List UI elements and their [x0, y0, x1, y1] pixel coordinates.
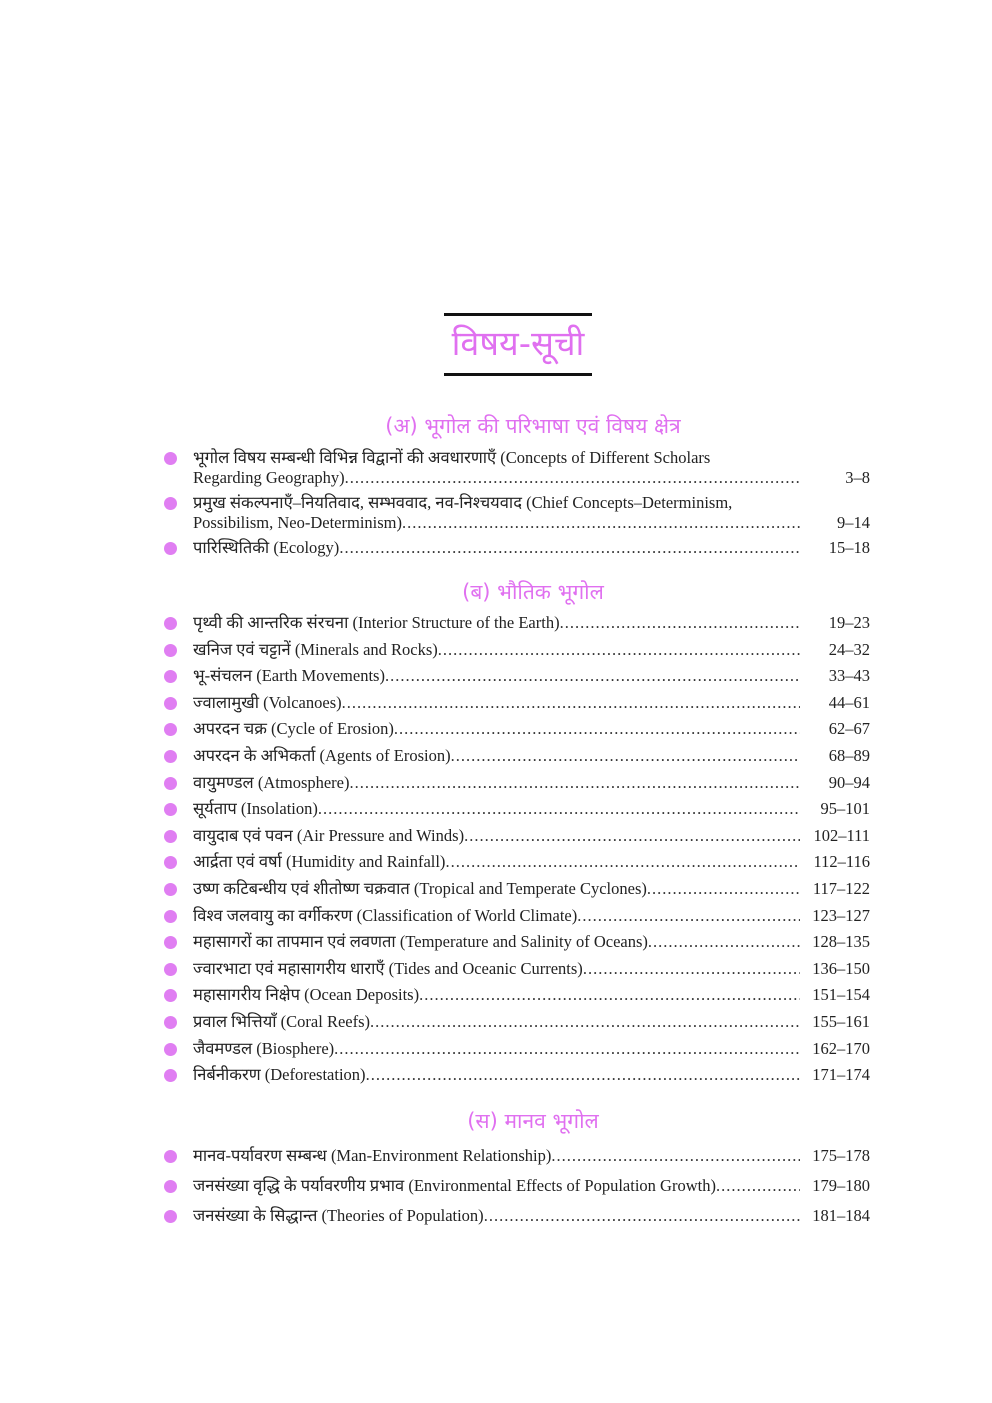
dot-leader — [716, 1171, 800, 1201]
dot-leader — [438, 637, 800, 664]
page-range: 24–32 — [828, 639, 870, 659]
toc-entry — [160, 663, 870, 690]
dot-leader — [402, 513, 800, 533]
bullet-icon — [164, 644, 177, 657]
toc-entry — [160, 956, 870, 983]
bullet-icon — [164, 750, 177, 763]
toc-entry — [160, 1009, 870, 1036]
entry-title: वायुदाब एवं पवन (Air Pressure and Winds) — [193, 825, 465, 845]
page-range: 112–116 — [813, 852, 870, 872]
dot-leader — [648, 929, 800, 956]
bullet-icon — [164, 1069, 177, 1082]
entry-title: जनसंख्या वृद्धि के पर्यावरणीय प्रभाव (Environmental Effects of Population Growth) — [193, 1176, 716, 1195]
entry-title: महासागरीय निक्षेप (Ocean Deposits) — [193, 985, 420, 1005]
dot-leader — [394, 716, 800, 743]
page-title: विषय-सूची — [451, 324, 585, 364]
dot-leader — [577, 903, 800, 930]
page-range: 155–161 — [812, 1011, 870, 1031]
entry-title: वायुमण्डल (Atmosphere) — [193, 772, 350, 792]
dot-leader — [419, 982, 800, 1009]
entry-title: सूर्यताप (Insolation) — [193, 799, 318, 819]
page-range: 33–43 — [828, 666, 870, 686]
page-range: 95–101 — [820, 799, 870, 819]
bullet-icon — [164, 963, 177, 976]
toc-entry — [160, 1062, 870, 1089]
entry-title: मानव-पर्यावरण सम्बन्ध (Man-Environment Relationship) — [193, 1146, 552, 1165]
page-range: 123–127 — [812, 905, 870, 925]
toc-entry — [160, 876, 870, 903]
entry-title: भूगोल विषय सम्बन्धी विभिन्न विद्वानों की अवधारणाएँ (Concepts of Different Scholars — [193, 448, 711, 467]
entry-title: प्रमुख संकल्पनाएँ–नियतिवाद, सम्भववाद, नव-निश्चयवाद (Chief Concepts–Determinism, — [193, 493, 733, 512]
page-range: 151–154 — [812, 985, 870, 1005]
page-range: 136–150 — [812, 958, 870, 978]
section-a — [160, 412, 870, 563]
toc-entry — [160, 903, 870, 930]
page-range: 181–184 — [812, 1206, 870, 1225]
dot-leader — [350, 770, 801, 797]
dot-leader — [560, 610, 800, 637]
toc-entry — [160, 1036, 870, 1063]
page-range: 19–23 — [828, 613, 870, 632]
bullet-icon — [164, 697, 177, 710]
page-range: 171–174 — [812, 1065, 870, 1085]
dot-leader — [385, 663, 800, 690]
bullet-icon — [164, 1180, 177, 1193]
section-title: (ब) भौतिक भूगोल — [462, 580, 604, 604]
bullet-icon — [164, 497, 177, 510]
bullet-icon — [164, 936, 177, 949]
entry-title: उष्ण कटिबन्धीय एवं शीतोष्ण चक्रवात (Tropical and Temperate Cyclones) — [193, 878, 647, 898]
toc-entry — [160, 796, 870, 823]
entry-title: पारिस्थितिकी (Ecology) — [193, 538, 340, 557]
toc-entry — [160, 716, 870, 743]
section-title: (अ) भूगोल की परिभाषा एवं विषय क्षेत्र — [385, 414, 681, 438]
entry-title: निर्बनीकरण (Deforestation) — [193, 1065, 366, 1085]
bullet-icon — [164, 830, 177, 843]
toc-entry — [160, 637, 870, 664]
dot-leader — [551, 1141, 800, 1171]
toc-entry — [160, 610, 870, 637]
page-range: 175–178 — [812, 1146, 870, 1165]
page-range: 90–94 — [828, 772, 870, 792]
bullet-icon — [164, 856, 177, 869]
toc-entry — [160, 770, 870, 797]
toc-entry — [160, 849, 870, 876]
bullet-icon — [164, 1210, 177, 1223]
entry-title: आर्द्रता एवं वर्षा (Humidity and Rainfall) — [193, 852, 446, 872]
page-range: 117–122 — [812, 878, 870, 898]
bullet-icon — [164, 777, 177, 790]
dot-leader — [342, 690, 800, 717]
dot-leader — [345, 468, 800, 488]
page-range: 9–14 — [837, 513, 870, 532]
entry-title: विश्व जलवायु का वर्गीकरण (Classification of World Climate) — [193, 905, 578, 925]
bullet-icon — [164, 803, 177, 816]
entry-title: जनसंख्या के सिद्धान्त (Theories of Population) — [193, 1206, 484, 1225]
toc-entry — [160, 1171, 870, 1201]
bullet-icon — [164, 1016, 177, 1029]
page-range: 62–67 — [828, 719, 870, 739]
toc-entry — [160, 1201, 870, 1231]
dot-leader — [445, 849, 800, 876]
toc-entry — [160, 929, 870, 956]
section-c — [160, 1107, 870, 1231]
section-title: (स) मानव भूगोल — [467, 1109, 599, 1133]
toc-entry — [160, 982, 870, 1009]
entry-title: महासागरों का तापमान एवं लवणता (Temperature and Salinity of Oceans) — [193, 932, 648, 952]
page-range: 68–89 — [828, 745, 870, 765]
bullet-icon — [164, 1150, 177, 1163]
entry-title: अपरदन चक्र (Cycle of Erosion) — [193, 719, 394, 739]
entry-title: अपरदन के अभिकर्ता (Agents of Erosion) — [193, 745, 451, 765]
entry-title: खनिज एवं चट्टानें (Minerals and Rocks) — [193, 639, 438, 659]
dot-leader — [464, 823, 800, 850]
bullet-icon — [164, 989, 177, 1002]
entry-title: ज्वारभाटा एवं महासागरीय धाराएँ (Tides and Oceanic Currents) — [193, 958, 583, 978]
bullet-icon — [164, 883, 177, 896]
dot-leader — [647, 876, 800, 903]
dot-leader — [370, 1009, 800, 1036]
title-rule-top — [444, 313, 592, 316]
dot-leader — [339, 538, 800, 558]
toc-entry — [160, 743, 870, 770]
entry-title: ज्वालामुखी (Volcanoes) — [193, 692, 342, 712]
bullet-icon — [164, 670, 177, 683]
entry-title: पृथ्वी की आन्तरिक संरचना (Interior Structure of the Earth) — [193, 613, 560, 632]
entry-title: प्रवाल भित्तियाँ (Coral Reefs) — [193, 1011, 371, 1031]
toc-entry — [160, 493, 870, 533]
toc-entry — [160, 690, 870, 717]
dot-leader — [451, 743, 800, 770]
section-b — [160, 578, 870, 1089]
entry-title: Possibilism, Neo-Determinism) — [193, 513, 402, 532]
page-range: 15–18 — [828, 538, 870, 557]
dot-leader — [583, 956, 800, 983]
dot-leader — [318, 796, 800, 823]
page-range: 162–170 — [812, 1038, 870, 1058]
dot-leader — [334, 1036, 800, 1063]
dot-leader — [484, 1201, 800, 1231]
bullet-icon — [164, 910, 177, 923]
bullet-icon — [164, 542, 177, 555]
entry-title: Regarding Geography) — [193, 468, 345, 487]
page-range: 102–111 — [813, 825, 870, 845]
entry-title: जैवमण्डल (Biosphere) — [193, 1038, 335, 1058]
toc-entry — [160, 448, 870, 488]
toc-entry — [160, 1141, 870, 1171]
title-rule-bottom — [444, 373, 592, 376]
entry-title: भू-संचलन (Earth Movements) — [193, 666, 385, 686]
toc-entry — [160, 823, 870, 850]
dot-leader — [366, 1062, 800, 1089]
page-range: 179–180 — [812, 1176, 870, 1195]
page-range: 3–8 — [845, 468, 870, 487]
bullet-icon — [164, 617, 177, 630]
bullet-icon — [164, 452, 177, 465]
page-range: 128–135 — [812, 932, 870, 952]
bullet-icon — [164, 723, 177, 736]
toc-entry — [160, 538, 870, 558]
bullet-icon — [164, 1043, 177, 1056]
page-range: 44–61 — [828, 692, 870, 712]
